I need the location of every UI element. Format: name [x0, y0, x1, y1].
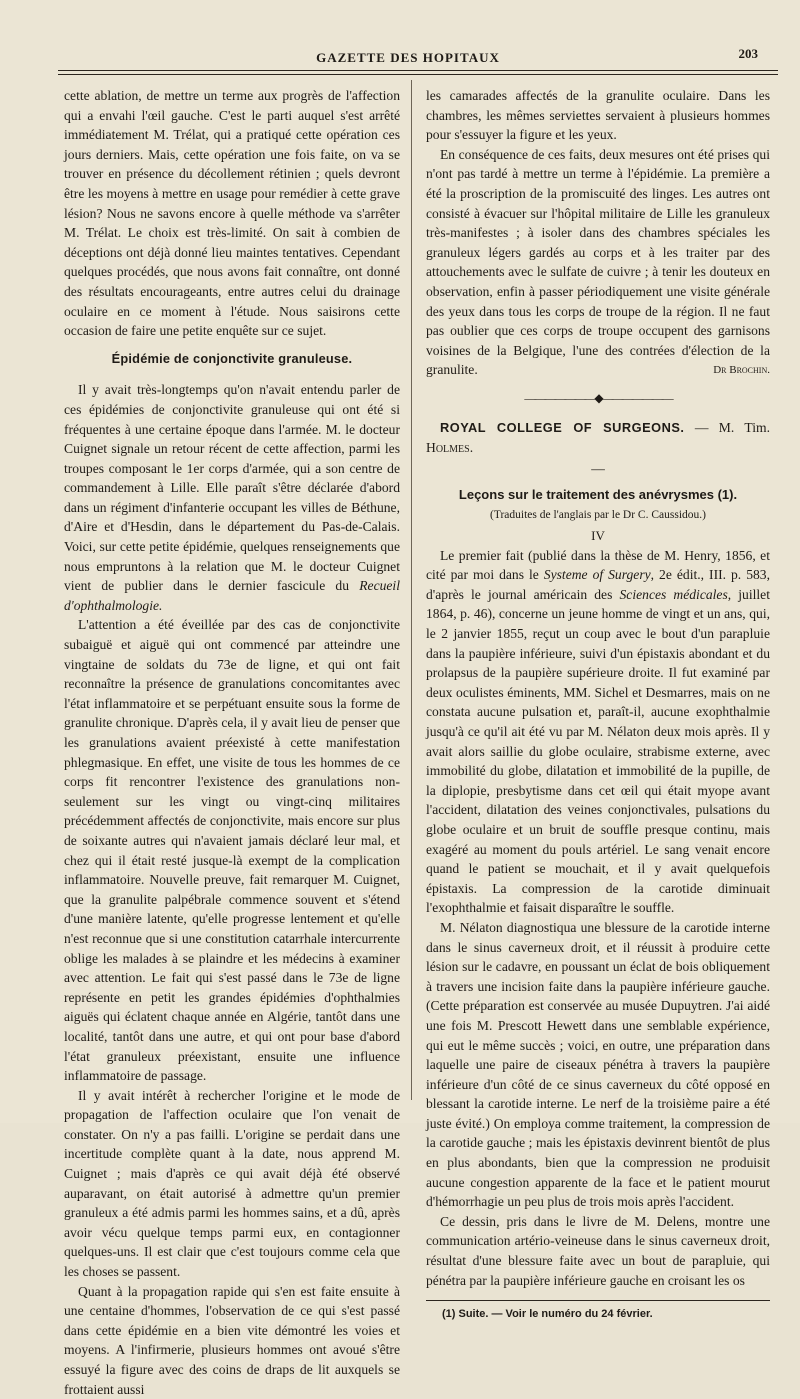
paragraph-text: , 2e édit., III. p. 583, d'après le journal américain des: [426, 567, 770, 602]
left-column: [64, 86, 400, 1399]
paragraph-text: Il y avait très-longtemps qu'on n'avait entendu parler de ces épidémies de conjonctivite granuleuse qui ont été si fréquentes à une certaine époque dans l'armée. M. le docteur Cuignet signale un retour récent de cette affection, parmi les troupes composant le 1er corps d'armée, qui a son centre de commandement à Lille. Elle paraît s'être déclarée d'abord dans un régiment d'infanterie occupant les villes de Béthune, d'Aire et d'Hesdin, dans le département du Pas-de-Calais. Voici, sur cette petite épidémie, quelques renseignements que nous empruntons à la relation que M. le docteur Cuignet vient de publier dans le dernier fascicule du: [64, 382, 400, 594]
section-ornament: ———————◆———————: [524, 390, 672, 405]
paragraph: les camarades affectés de la granulite oculaire. Dans les chambres, les mêmes serviettes servaient à plusieurs hommes pour s'essuyer la figure et les yeux.: [426, 88, 770, 143]
small-separator: —: [591, 461, 605, 477]
author-name: Holmes.: [426, 439, 474, 455]
paragraph: L'attention a été éveillée par des cas de conjonctivite subaiguë et aiguë qui ont commencé par atteindre une vingtaine de soldats du 73e de ligne, et qui ont fait reconnaître la présence de granulations concomitantes avec l'état inflammatoire et se perpétuant ensuite sous la forme de granulite chronique. D'après cela, il y avait lieu de penser que les granulations avaient préexisté à cette manifestation phlegmasique. En effet, une visite de tous les hommes de ce corps fit rencontrer l'existence des granulations non-seulement sur les vingt ou vingt-cinq militaires précédemment affectés de conjonctivite, mais encore sur plus de soixante autres qui n'avaient jamais déclaré leur mal, et chez qui il était resté jusque-là exempt de la complication inflammatoire. Nouvelle preuve, fait remarquer M. Cuignet, que la granulite palpébrale commence souvent et s'étend d'une manière latente, qu'elle progresse lentement et qu'elle n'est reconnue que si une constitution catarrhale intercurrente oblige les malades à se plaindre et les médecins à examiner avec attention. Le fait qui s'est passé dans le 73e de ligne représente en petit les grandes épidémies d'ophthalmies aiguës qui éclatent chaque année en Algérie, tantôt dans une localité, tantôt dans une autre, et qui ont pour base d'abord l'état granuleux préexistant, ensuite une influence inflammatoire de passage.: [64, 617, 400, 1084]
paragraph-text: Le premier fait (publié dans la thèse de M. Henry, 1856, et cité par moi dans le: [426, 547, 770, 583]
paragraph: Ce dessin, pris dans le livre de M. Delens, montre une communication artério-veineuse dans le sinus caverneux droit, résultat d'une blessure faite avec un bout de parapluie, qui pénétra par la paupière inférieure gauche en croisant les os: [426, 1213, 770, 1288]
column-divider: [411, 80, 412, 1100]
page-header: [58, 42, 758, 72]
article-heading: [426, 418, 770, 457]
paragraph: M. Nélaton diagnostiqua une blessure de la carotide interne dans le sinus caverneux droit, et il réussit à produire cette lésion sur le cadavre, en poussant un éclat de bois obliquement à travers une incision faite dans la paupière inférieure gauche. (Cette préparation est conservée au musée Dupuytren. J'ai aidé une fois M. Prescott Hewett dans une semblable expérience, qui eut le même succès ; voici, en outre, une préparation dans laquelle une paire de ciseaux pénétra à travers la paupière inférieure d'un côté de ce sinus caverneux du côté opposé en blessant la carotide interne. Le nerf de la troisième paire a été juste évité.) On employa comme traitement, la compression de la carotide gauche ; mais les épistaxis devinrent bientôt de plus en plus abondants, bien que la compression ne produisit aucune congestion apparente de la face et le patient mourut d'hémorrhagie un peu plus de trois mois après l'accident.: [426, 919, 770, 1210]
paragraph: En conséquence de ces faits, deux mesures ont été prises qui n'ont pas tardé à mettre un terme à l'épidémie. La première a été la proscription de la promiscuité des linges. Les autres ont consisté à évacuer sur l'hôpital militaire de Lille les granuleux très-manifestes ; à isoler dans des chambres spéciales les granuleux légers gardés au corps et à les traiter par des attouchements avec le sulfate de cuivre ; à tenir les douteux en observation, enfin à passer périodiquement une visite générale des yeux dans tous les corps de troupe de la région. Il ne faut pas oublier que ces corps de troupe occupent des garnisons voisines de la Belgique, l'une des contrées d'élection de la granulite.: [426, 146, 770, 378]
journal-reference: Sciences médicales: [619, 586, 728, 602]
institution-name: ROYAL COLLEGE OF SURGEONS.: [440, 420, 685, 436]
translation-note: (Traduites de l'anglais par le Dr C. Caussidou.): [490, 509, 706, 522]
paragraph: Quant à la propagation rapide qui s'en est faite ensuite à une centaine d'hommes, l'observation de ce qui s'est passé dans cette épidémie en a bien vite démontré les voies et moyens. A l'infirmerie, plusieurs hommes ont avoué s'être essuyé la figure avec des coins de draps de lit auxquels se frottaient aussi: [64, 1283, 400, 1397]
footnote-rule: [426, 1300, 770, 1301]
header-rule: [58, 70, 778, 71]
header-rule-secondary: [58, 74, 778, 75]
lecture-title: Leçons sur le traitement des anévrysmes (1).: [458, 486, 738, 502]
paragraph: [426, 546, 770, 918]
paragraph: [64, 380, 400, 615]
paragraph-text: , juillet 1864, p. 46), concerne un jeune homme de vingt et un ans, qui, le 2 janvier 1855, reçut un coup avec le bout d'un parapluie dans la paupière inférieure, suivi d'un épistaxis abondant et du prolapsus de la paupière supérieure droite. Il fut examiné par deux oculistes éminents, MM. Sichel et Desmarres, mais on ne constata aucune pulsation et, paraît-il, aucune exophthalmie jusqu'à ce qu'il ait été vu par M. Nélaton deux mois après. Il y avait alors saillie du globe oculaire, strabisme externe, avec immobilité du globe, dilatation et immobilité de la pupille, de la diplopie, presbytisme dans cet œil qui était myope avant l'accident, dilatation des veines conjonctivales, pulsations du globe oculaire et un bruit de souffle presque continu, mais exagéré au moment du pouls artériel. Le sang venait encore quand le patient se mouchait, et il y avait quelquefois épistaxis. La compression de la carotide diminuait l'exophthalmie et faisait disparaître le souffle.: [426, 586, 770, 916]
right-column: [426, 86, 770, 1325]
page-number: 203: [738, 46, 758, 61]
journal-reference: Recueil d'ophthalmologie.: [64, 578, 400, 613]
paragraph: cette ablation, de mettre un terme aux progrès de l'affection qui a envahi l'œil gauche. C'est le parti auquel s'est arrêté immédiatement M. Trélat, qui a pratiqué cette opération ces jours derniers. Mais, cette opération une fois faite, on va se trouver en présence du décollement rétinien ; quels devront être les moyens à mettre en usage pour remédier à cette grave lésion? Nous ne savons encore à quelle méthode va s'arrêter M. Trélat. Le choix est très-limité. On sait à combien de déceptions ont déjà donné lieu maintes tentatives. Cependant quelques procédés, que nous avons fait connaître, ont donné des résultats encourageants, entre autres celui du drainage oculaire en ce moment à l'étude. Nous saisirons cette occasion de faire une petite enquête sur ce sujet.: [64, 88, 400, 339]
section-title: Épidémie de conjonctivite granuleuse.: [111, 350, 353, 366]
author-signature: Dr Brochin.: [713, 363, 770, 376]
footnote: (1) Suite. — Voir le numéro du 24 février.: [442, 1308, 653, 1321]
heading-dash: — M. Tim.: [684, 420, 771, 436]
book-title: Systeme of Surgery: [543, 567, 651, 583]
journal-title: GAZETTE DES HOPITAUX: [316, 50, 500, 65]
paragraph: Il y avait intérêt à rechercher l'origine et le mode de propagation de l'affection oculaire que l'on venait de constater. On n'y a pas failli. L'origine se perdait dans une incertitude complète quant à la date, nous apprend M. Cuignet ; mais d'après ce qui avait déjà été observé auparavant, on était autorisé à admettre qu'un premier granuleux a été admis parmi les hommes sains, et a dû, après avoir vécu quelque temps parmi eux, en contagionner quelques-uns. Il est clair que c'est toujours comme cela que les choses se passent.: [64, 1087, 400, 1280]
lecture-number: IV: [591, 528, 605, 544]
